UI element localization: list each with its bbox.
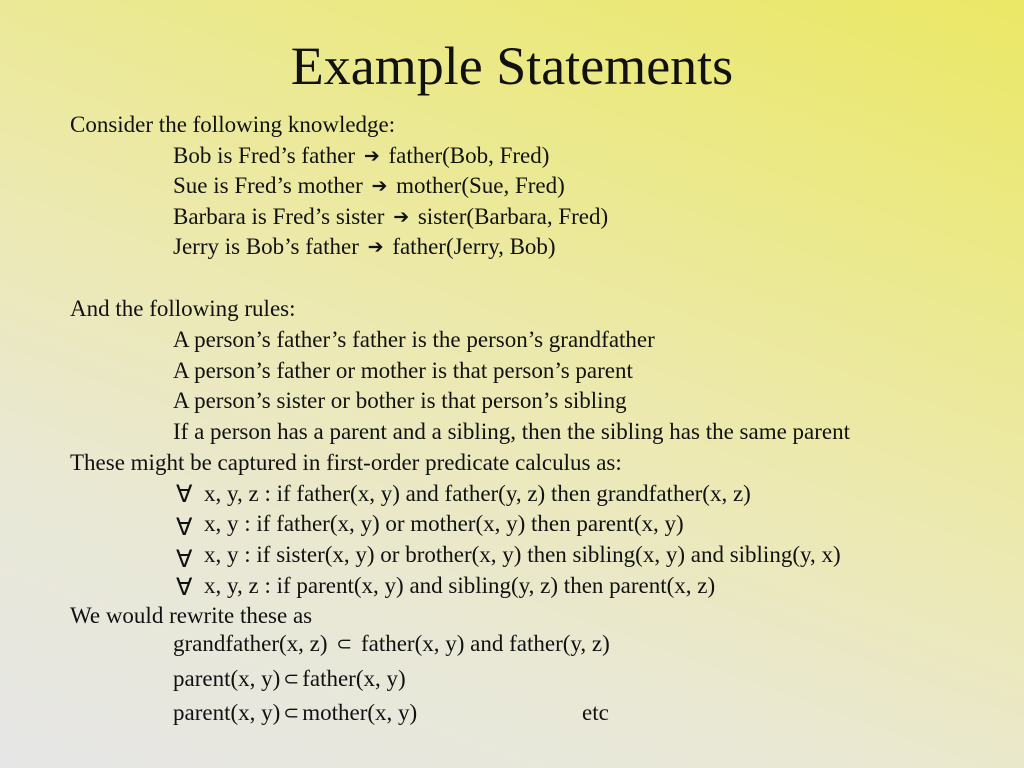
arrow-icon: ➔ bbox=[363, 145, 380, 167]
knowledge-text: Jerry is Bob’s father bbox=[173, 234, 359, 259]
rewrite-body: father(x, y) bbox=[302, 666, 406, 691]
calculus-item: x, y : if father(x, y) or mother(x, y) then parent(x, y) bbox=[204, 511, 684, 536]
rules-intro: And the following rules: bbox=[70, 296, 296, 321]
calculus-item: x, y : if sister(x, y) or brother(x, y) then sibling(x, y) and sibling(y, x) bbox=[204, 542, 841, 567]
calculus-item: x, y, z : if parent(x, y) and sibling(y, z) then parent(x, z) bbox=[204, 573, 716, 598]
calculus-item: x, y, z : if father(x, y) and father(y, z) then grandfather(x, z) bbox=[204, 481, 751, 506]
forall-icon: ∀ bbox=[176, 545, 193, 573]
knowledge-item bbox=[173, 172, 565, 201]
rewrite-head: grandfather(x, z) bbox=[173, 631, 328, 656]
subset-icon: ⊂ bbox=[336, 633, 353, 655]
rewrite-intro: We would rewrite these as bbox=[70, 603, 313, 628]
forall-icon: ∀ bbox=[176, 480, 193, 508]
rule-item: A person’s father or mother is that person’s parent bbox=[173, 358, 633, 383]
rewrite-head: parent(x, y) bbox=[173, 700, 281, 725]
knowledge-text: Sue is Fred’s mother bbox=[173, 173, 363, 198]
arrow-icon: ➔ bbox=[367, 236, 384, 258]
knowledge-item bbox=[173, 233, 556, 262]
arrow-icon: ➔ bbox=[371, 175, 388, 197]
rewrite-body: mother(x, y) bbox=[302, 700, 418, 725]
knowledge-item bbox=[173, 142, 549, 171]
rule-item: If a person has a parent and a sibling, then the sibling has the same parent bbox=[173, 419, 851, 444]
knowledge-predicate: father(Bob, Fred) bbox=[388, 143, 550, 168]
etc-text: etc bbox=[582, 700, 609, 725]
subset-icon: ⊂ bbox=[283, 668, 300, 690]
subset-icon: ⊂ bbox=[283, 702, 300, 724]
rewrite-item bbox=[173, 699, 417, 728]
forall-icon: ∀ bbox=[176, 573, 193, 601]
knowledge-predicate: sister(Barbara, Fred) bbox=[417, 204, 609, 229]
arrow-icon: ➔ bbox=[393, 206, 410, 228]
rewrite-item bbox=[173, 665, 406, 694]
knowledge-text: Bob is Fred’s father bbox=[173, 143, 356, 168]
slide-title: Example Statements bbox=[290, 36, 734, 96]
rewrite-head: parent(x, y) bbox=[173, 666, 281, 691]
calculus-intro: These might be captured in first-order predicate calculus as: bbox=[70, 450, 622, 475]
knowledge-text: Barbara is Fred’s sister bbox=[173, 204, 385, 229]
forall-icon: ∀ bbox=[176, 513, 193, 541]
rewrite-item bbox=[173, 630, 610, 659]
knowledge-intro: Consider the following knowledge: bbox=[70, 112, 396, 137]
knowledge-item bbox=[173, 203, 608, 232]
rule-item: A person’s sister or bother is that person’s sibling bbox=[173, 388, 627, 413]
rule-item: A person’s father’s father is the person’s grandfather bbox=[173, 327, 655, 352]
rewrite-body: father(x, y) and father(y, z) bbox=[360, 631, 610, 656]
knowledge-predicate: mother(Sue, Fred) bbox=[396, 173, 565, 198]
knowledge-predicate: father(Jerry, Bob) bbox=[392, 234, 556, 259]
